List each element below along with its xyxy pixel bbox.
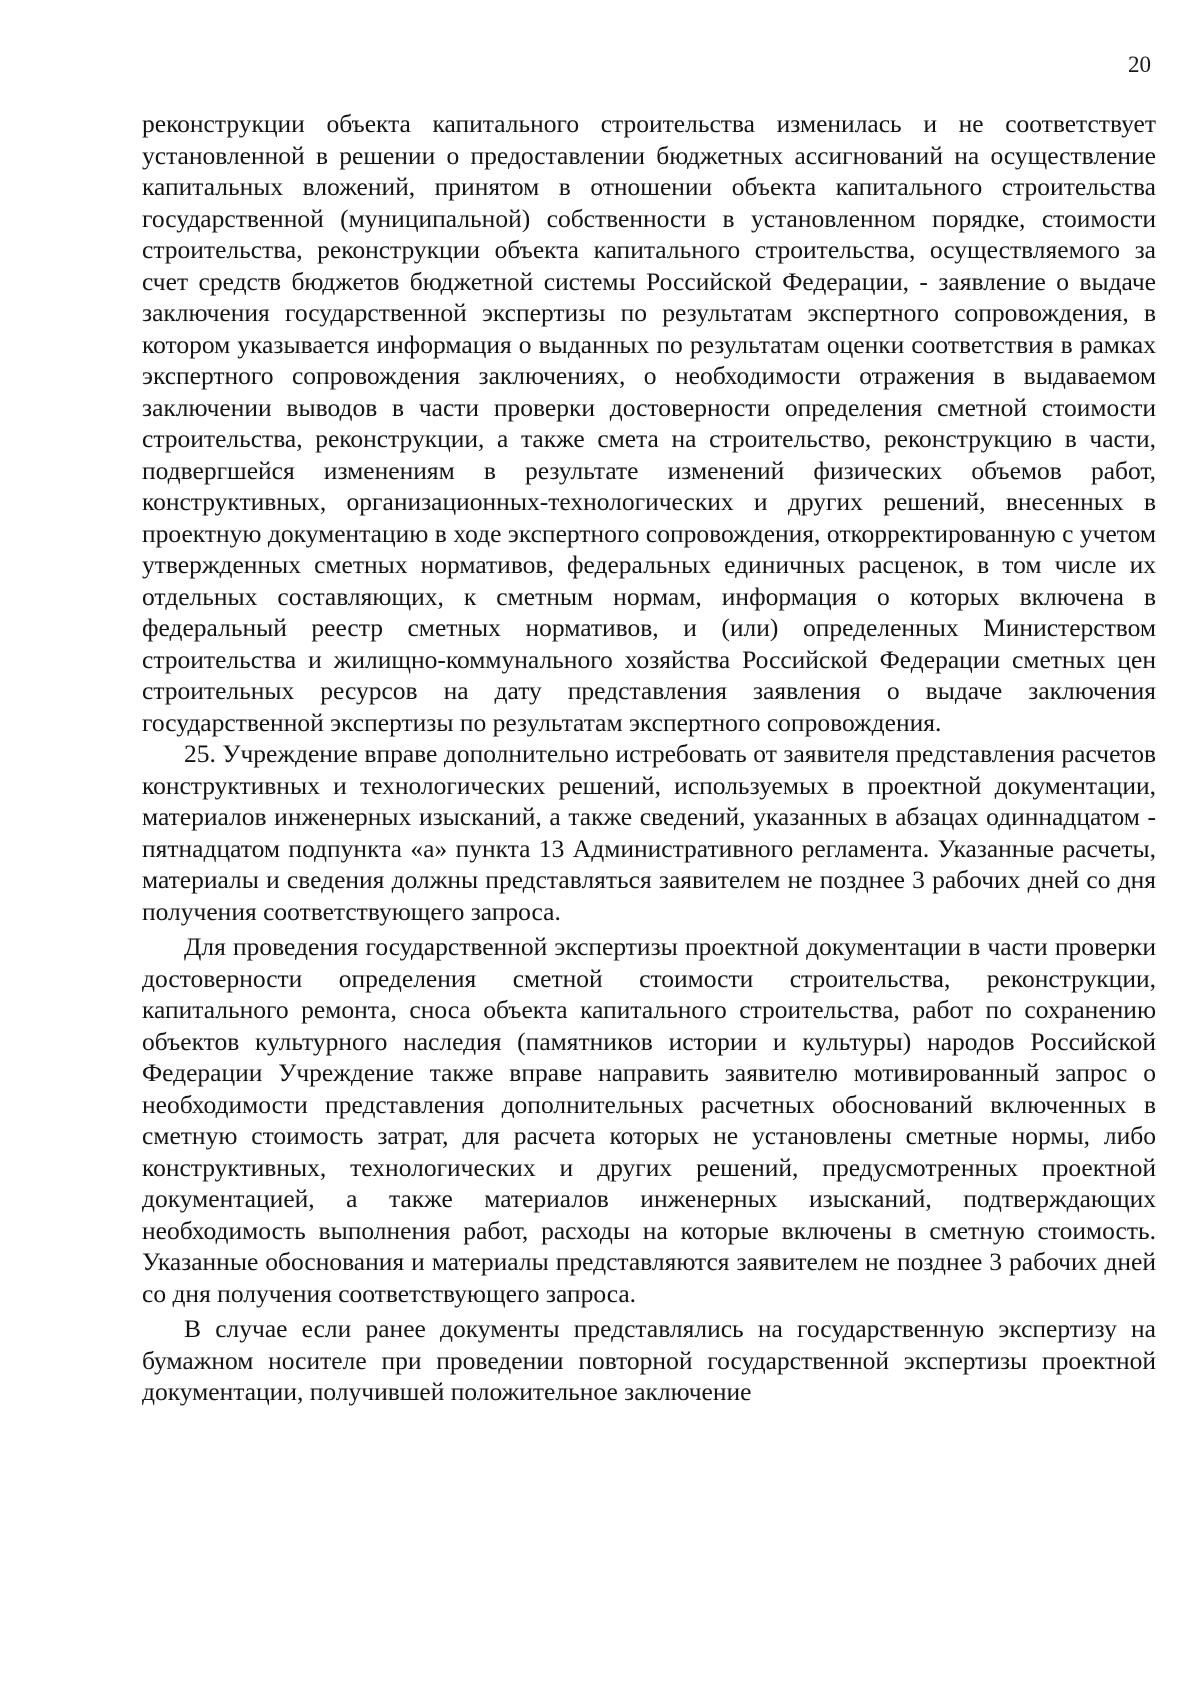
page-number: 20 bbox=[1128, 52, 1151, 77]
paragraph-item-25: 25. Учреждение вправе дополнительно истребовать от заявителя представления расчетов конструктивных и технологических решений, используемых в проектной документации, материалов инженерных изысканий, а также сведений, указанных в абзацах одиннадцатом - пятнадцатом подпункта «а» пункта 13 Административного регламента. Указанные расчеты, материалы и сведения должны представляться заявителем не позднее 3 рабочих дней со дня получения соответствующего запроса. bbox=[142, 739, 1156, 926]
document-body bbox=[142, 108, 1156, 1408]
paragraph-continuation: реконструкции объекта капитального строительства изменилась и не соответствует установленной в решении о предоставлении бюджетных ассигнований на осуществление капитальных вложений, принятом в отношении объекта капитального строительства государственной (муниципальной) собственности в установленном порядке, стоимости строительства, реконструкции объекта капитального строительства, осуществляемого за счет средств бюджетов бюджетной системы Российской Федерации, - заявление о выдаче заключения государственной экспертизы по результатам экспертного сопровождения, в котором указывается информация о выданных по результатам оценки соответствия в рамках экспертного сопровождения заключениях, о необходимости отражения в выдаваемом заключении выводов в части проверки достоверности определения сметной стоимости строительства, реконструкции, а также смета на строительство, реконструкцию в части, подвергшейся изменениям в результате изменений физических объемов работ, конструктивных, организационных-технологических и других решений, внесенных в проектную документацию в ходе экспертного сопровождения, откорректированную с учетом утвержденных сметных нормативов, федеральных единичных расценок, в том числе их отдельных составляющих, к сметным нормам, информация о которых включена в федеральный реестр сметных нормативов, и (или) определенных Министерством строительства и жилищно-коммунального хозяйства Российской Федерации сметных цен строительных ресурсов на дату представления заявления о выдаче заключения государственной экспертизы по результатам экспертного сопровождения. bbox=[142, 109, 1156, 737]
paragraph-paper-documents: В случае если ранее документы представлялись на государственную экспертизу на бумажном носителе при проведении повторной государственной экспертизы проектной документации, получившей положительное заключение bbox=[142, 1314, 1156, 1406]
paragraph-estimate-check: Для проведения государственной экспертизы проектной документации в части проверки достоверности определения сметной стоимости строительства, реконструкции, капитального ремонта, сноса объекта капитального строительства, работ по сохранению объектов культурного наследия (памятников истории и культуры) народов Российской Федерации Учреждение также вправе направить заявителю мотивированный запрос о необходимости представления дополнительных расчетных обоснований включенных в сметную стоимость затрат, для расчета которых не установлены сметные нормы, либо конструктивных, технологических и других решений, предусмотренных проектной документацией, а также материалов инженерных изысканий, подтверждающих необходимость выполнения работ, расходы на которые включены в сметную стоимость. Указанные обоснования и материалы представляются заявителем не позднее 3 рабочих дней со дня получения соответствующего запроса. bbox=[142, 932, 1156, 1308]
